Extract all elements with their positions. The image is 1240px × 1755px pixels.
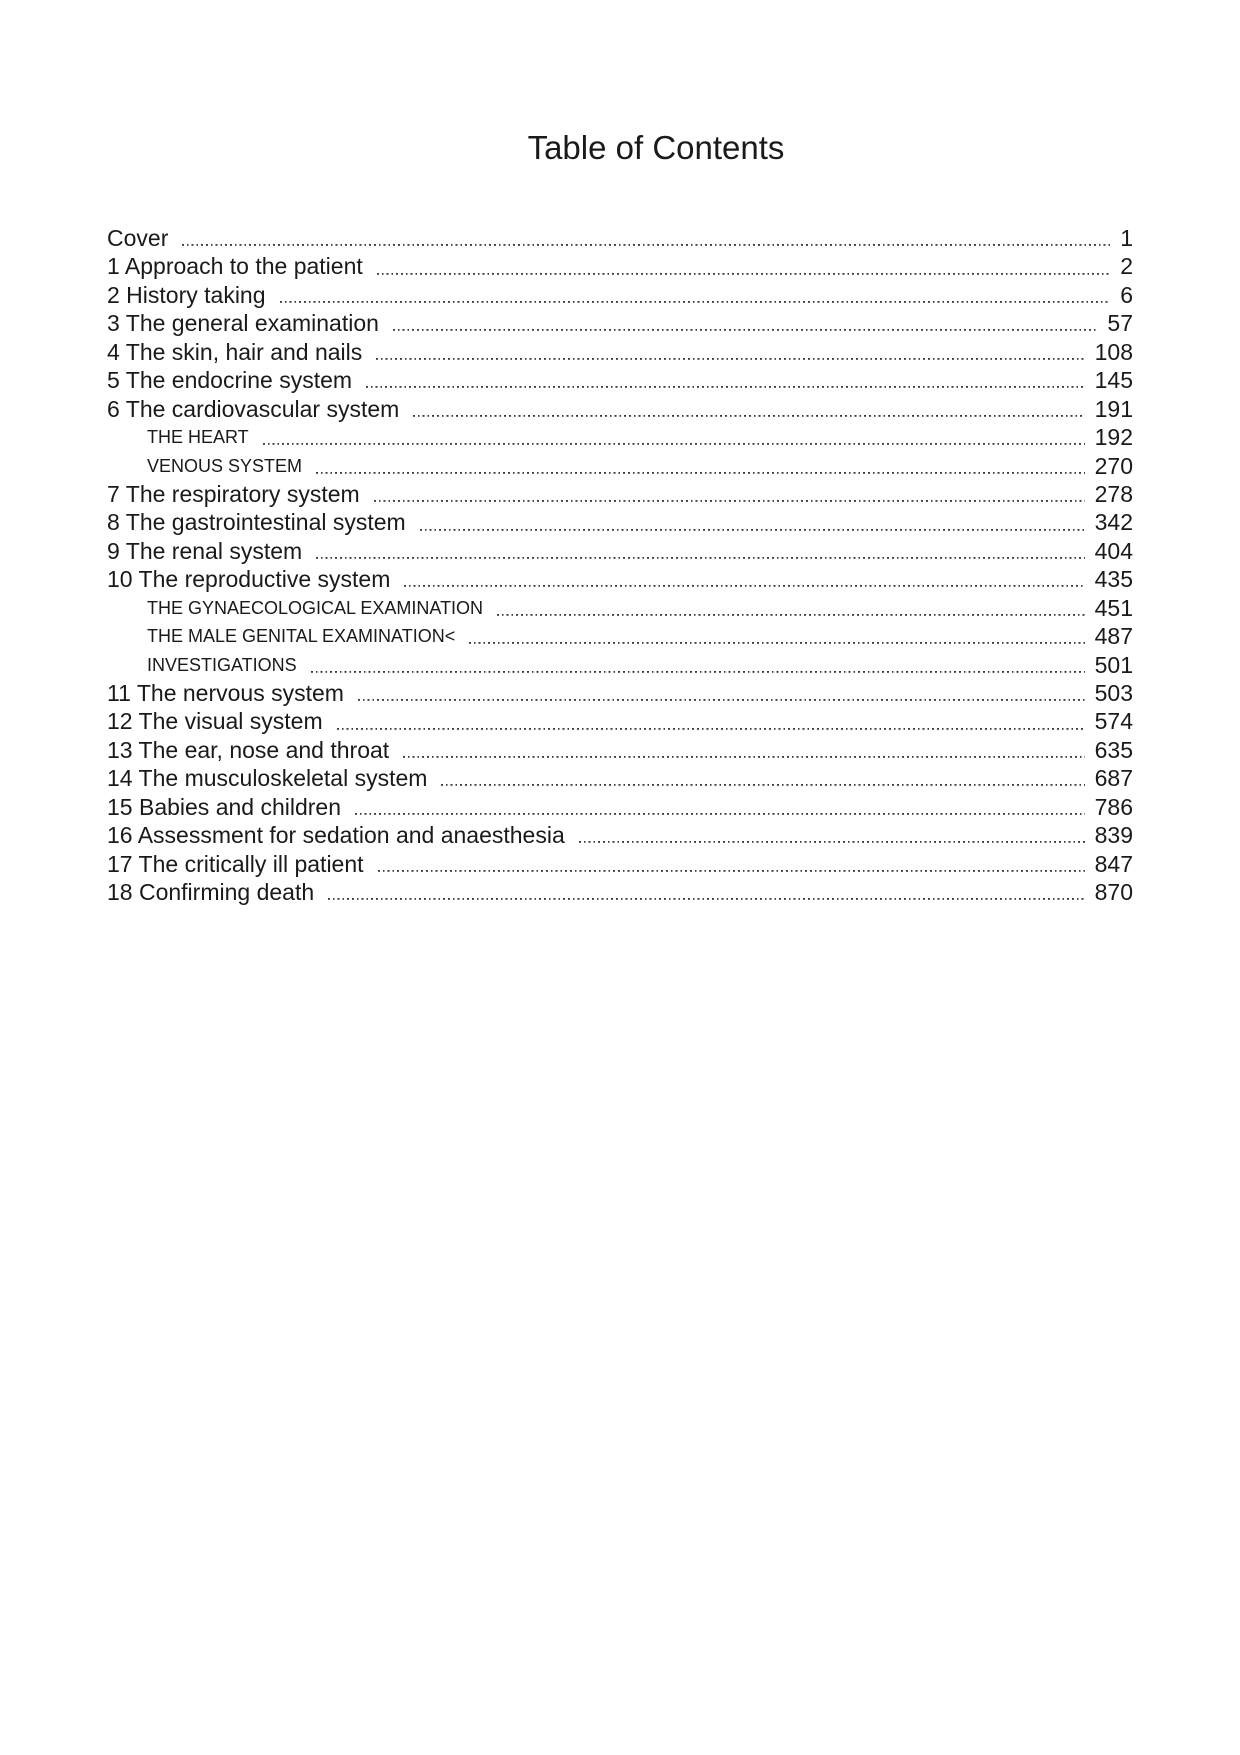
- toc-entry-page-number: 57: [1107, 310, 1133, 337]
- toc-entry-page-number: 839: [1094, 822, 1133, 849]
- toc-entry[interactable]: [107, 423, 1133, 451]
- toc-entry[interactable]: [107, 281, 1133, 309]
- toc-entry-label: 1 Approach to the patient: [107, 253, 363, 280]
- toc-entry-label: 2 History taking: [107, 281, 266, 308]
- toc-entry-page-number: 870: [1094, 879, 1133, 906]
- toc-entry-label: THE HEART: [147, 427, 249, 448]
- dotted-leader: [393, 309, 1097, 337]
- dotted-leader: [355, 793, 1085, 821]
- toc-entry-label: 11 The nervous system: [107, 680, 344, 706]
- toc-entry[interactable]: [107, 480, 1133, 508]
- toc-entry-label: 8 The gastrointestinal system: [107, 509, 406, 536]
- toc-entry-page-number: 435: [1094, 566, 1133, 593]
- toc-entry[interactable]: [107, 537, 1133, 565]
- toc-entry-page-number: 687: [1094, 765, 1133, 792]
- toc-entry-page-number: 2: [1120, 253, 1133, 280]
- toc-entry-page-number: 145: [1094, 367, 1133, 394]
- dotted-leader: [280, 281, 1111, 309]
- toc-entry-label: 6 The cardiovascular system: [107, 395, 400, 422]
- dotted-leader: [579, 821, 1085, 849]
- toc-entry[interactable]: [107, 338, 1133, 366]
- dotted-leader: [469, 622, 1084, 650]
- toc-entry-page-number: 191: [1094, 395, 1133, 422]
- toc-entry-page-number: 404: [1094, 537, 1133, 564]
- toc-entry-page-number: 1: [1120, 225, 1133, 251]
- toc-entry-page-number: 451: [1094, 594, 1133, 621]
- toc-entry-label: 12 The visual system: [107, 708, 323, 735]
- toc-entry[interactable]: [107, 764, 1133, 792]
- dotted-leader: [358, 679, 1085, 707]
- toc-entry-label: 3 The general examination: [107, 310, 379, 337]
- toc-entry-label: 16 Assessment for sedation and anaesthesia: [107, 822, 565, 849]
- toc-entry-page-number: 786: [1094, 793, 1133, 820]
- toc-entry-label: THE MALE GENITAL EXAMINATION<: [147, 626, 456, 647]
- toc-entry-label: 15 Babies and children: [107, 793, 341, 820]
- toc-entry-page-number: 574: [1094, 708, 1133, 735]
- toc-entry[interactable]: [107, 793, 1133, 821]
- toc-entry-page-number: 192: [1094, 424, 1133, 451]
- toc-entry-page-number: 108: [1094, 338, 1133, 365]
- dotted-leader: [377, 252, 1110, 280]
- dotted-leader: [263, 423, 1085, 451]
- toc-entry[interactable]: [107, 736, 1133, 764]
- dotted-leader: [376, 338, 1084, 366]
- toc-list: [107, 224, 1133, 907]
- toc-entry-label: INVESTIGATIONS: [147, 654, 297, 675]
- toc-entry-page-number: 635: [1094, 736, 1133, 763]
- toc-entry-page-number: 278: [1094, 480, 1133, 507]
- dotted-leader: [182, 224, 1110, 252]
- toc-entry-page-number: 503: [1094, 680, 1133, 706]
- toc-entry-page-number: 847: [1094, 850, 1133, 877]
- toc-entry[interactable]: [107, 821, 1133, 849]
- toc-entry-label: THE GYNAECOLOGICAL EXAMINATION: [147, 597, 484, 618]
- toc-entry-label: VENOUS SYSTEM: [147, 455, 303, 476]
- dotted-leader: [378, 850, 1085, 878]
- toc-entry[interactable]: [107, 651, 1133, 679]
- toc-entry[interactable]: [107, 565, 1133, 593]
- toc-entry-label: 13 The ear, nose and throat: [107, 736, 390, 763]
- dotted-leader: [316, 452, 1085, 480]
- dotted-leader: [328, 878, 1085, 906]
- toc-entry[interactable]: [107, 707, 1133, 735]
- toc-entry-label: 4 The skin, hair and nails: [107, 338, 363, 365]
- dotted-leader: [374, 480, 1085, 508]
- toc-entry-page-number: 342: [1094, 509, 1133, 536]
- page-title: Table of Contents: [527, 129, 785, 166]
- toc-entry-label: 14 The musculoskeletal system: [107, 765, 428, 792]
- toc-entry[interactable]: [107, 594, 1133, 622]
- toc-entry-label: 7 The respiratory system: [107, 480, 360, 507]
- dotted-leader: [441, 764, 1084, 792]
- dotted-leader: [337, 707, 1085, 735]
- toc-entry-page-number: 6: [1120, 281, 1133, 308]
- toc-entry-page-number: 487: [1094, 623, 1133, 650]
- toc-entry[interactable]: [107, 252, 1133, 280]
- toc-entry-label: 10 The reproductive system: [107, 566, 391, 593]
- toc-entry[interactable]: [107, 622, 1133, 650]
- toc-entry[interactable]: [107, 366, 1133, 394]
- dotted-leader: [366, 366, 1085, 394]
- dotted-leader: [420, 508, 1085, 536]
- toc-entry[interactable]: [107, 309, 1133, 337]
- dotted-leader: [403, 736, 1084, 764]
- toc-entry[interactable]: [107, 508, 1133, 536]
- dotted-leader: [404, 565, 1084, 593]
- dotted-leader: [497, 594, 1085, 622]
- toc-entry-label: Cover: [107, 225, 169, 251]
- toc-entry[interactable]: [107, 452, 1133, 480]
- toc-entry-label: 5 The endocrine system: [107, 367, 353, 394]
- toc-entry[interactable]: [107, 850, 1133, 878]
- toc-entry-label: 17 The critically ill patient: [107, 850, 364, 877]
- dotted-leader: [413, 395, 1084, 423]
- toc-entry-page-number: 501: [1094, 651, 1133, 678]
- toc-entry-label: 9 The renal system: [107, 537, 303, 564]
- toc-entry-label: 18 Confirming death: [107, 879, 315, 906]
- dotted-leader: [311, 651, 1085, 679]
- dotted-leader: [316, 537, 1084, 565]
- toc-entry[interactable]: [107, 878, 1133, 906]
- toc-entry[interactable]: [107, 395, 1133, 423]
- toc-entry[interactable]: [107, 679, 1133, 707]
- toc-entry-page-number: 270: [1094, 452, 1133, 479]
- toc-entry[interactable]: [107, 224, 1133, 252]
